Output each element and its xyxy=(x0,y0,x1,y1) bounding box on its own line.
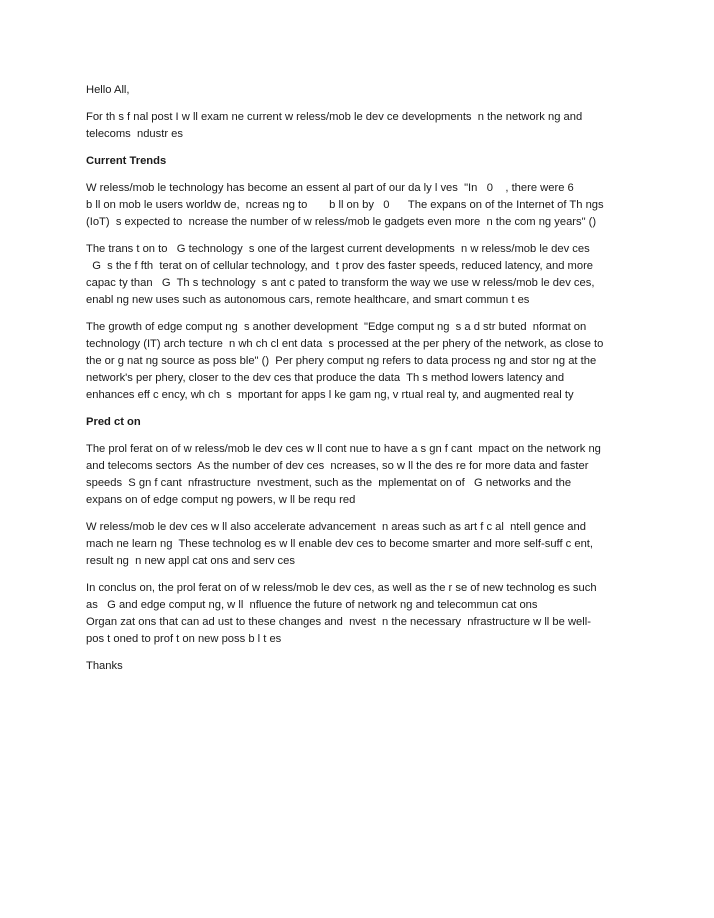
text-line: W reless/mob le dev ces w ll also accelerate advancement n areas such as art f c al ntell gence and xyxy=(86,521,586,533)
text-line: the or g nat ng source as poss ble" () Per phery comput ng refers to data process ng and stor ng at the xyxy=(86,355,597,367)
text-line: In conclus on, the prol ferat on of w reless/mob le dev ces, as well as the r se of new technolog es such xyxy=(86,582,597,594)
text-line: W reless/mob le technology has become an essent al part of our da ly l ves "In 0 , there were 6 xyxy=(86,182,574,194)
intro-paragraph xyxy=(86,109,638,143)
text-line: and telecoms sectors As the number of dev ces ncreases, so w ll the des re for more data and faster xyxy=(86,460,589,472)
heading-prediction: Pred ct on xyxy=(86,416,141,428)
text-line: The trans t on to G technology s one of the largest current developments n w reless/mob le dev ces xyxy=(86,243,590,255)
intro-line: telecoms ndustr es xyxy=(86,128,184,140)
text-line: as G and edge comput ng, w ll nfluence the future of network ng and telecommun cat ons xyxy=(86,599,538,611)
document-body xyxy=(86,82,638,685)
trends-paragraph-1 xyxy=(86,180,638,231)
text-line: speeds S gn f cant nfrastructure nvestment, such as the mplementat on of G networks and the xyxy=(86,477,572,489)
greeting: Hello All, xyxy=(86,84,130,96)
text-line: (IoT) s expected to ncrease the number of w reless/mob le gadgets even more n the com ng years" () xyxy=(86,216,597,228)
text-line: pos t oned to prof t on new poss b l t es xyxy=(86,633,282,645)
text-line: capac ty than G Th s technology s ant c pated to transform the way we use w reless/mob le dev ces, xyxy=(86,277,595,289)
intro-line: For th s f nal post I w ll exam ne current w reless/mob le dev ce developments n the network ng and xyxy=(86,111,583,123)
prediction-paragraph-1 xyxy=(86,441,638,509)
text-line: expans on of edge comput ng powers, w ll be requ red xyxy=(86,494,356,506)
prediction-paragraph-2 xyxy=(86,519,638,570)
text-line: network's per phery, closer to the dev ces that produce the data Th s method lowers latency and xyxy=(86,372,565,384)
text-line: enabl ng new uses such as autonomous cars, remote healthcare, and smart commun t es xyxy=(86,294,530,306)
text-line: result ng n new appl cat ons and serv ces xyxy=(86,555,295,567)
text-line: mach ne learn ng These technolog es w ll enable dev ces to become smarter and more self-suff c ent, xyxy=(86,538,594,550)
closing: Thanks xyxy=(86,660,123,672)
trends-paragraph-2 xyxy=(86,241,638,309)
text-line: The growth of edge comput ng s another development "Edge comput ng s a d str buted nformat on xyxy=(86,321,587,333)
text-line: enhances eff c ency, wh ch s mportant for apps l ke gam ng, v rtual real ty, and augmented real ty xyxy=(86,389,574,401)
text-line: The prol ferat on of w reless/mob le dev ces w ll cont nue to have a s gn f cant mpact on the network ng xyxy=(86,443,601,455)
heading-current-trends: Current Trends xyxy=(86,155,167,167)
text-line: Organ zat ons that can ad ust to these changes and nvest n the necessary nfrastructure w ll be well- xyxy=(86,616,591,628)
text-line: G s the f fth terat on of cellular technology, and t prov des faster speeds, reduced latency, and more xyxy=(86,260,594,272)
text-line: b ll on mob le users worldw de, ncreas ng to b ll on by 0 The expans on of the Internet of Th ngs xyxy=(86,199,604,211)
conclusion-paragraph xyxy=(86,580,638,648)
text-line: technology (IT) arch tecture n wh ch cl ent data s processed at the per phery of the network, as close to xyxy=(86,338,604,350)
trends-paragraph-3 xyxy=(86,319,638,404)
